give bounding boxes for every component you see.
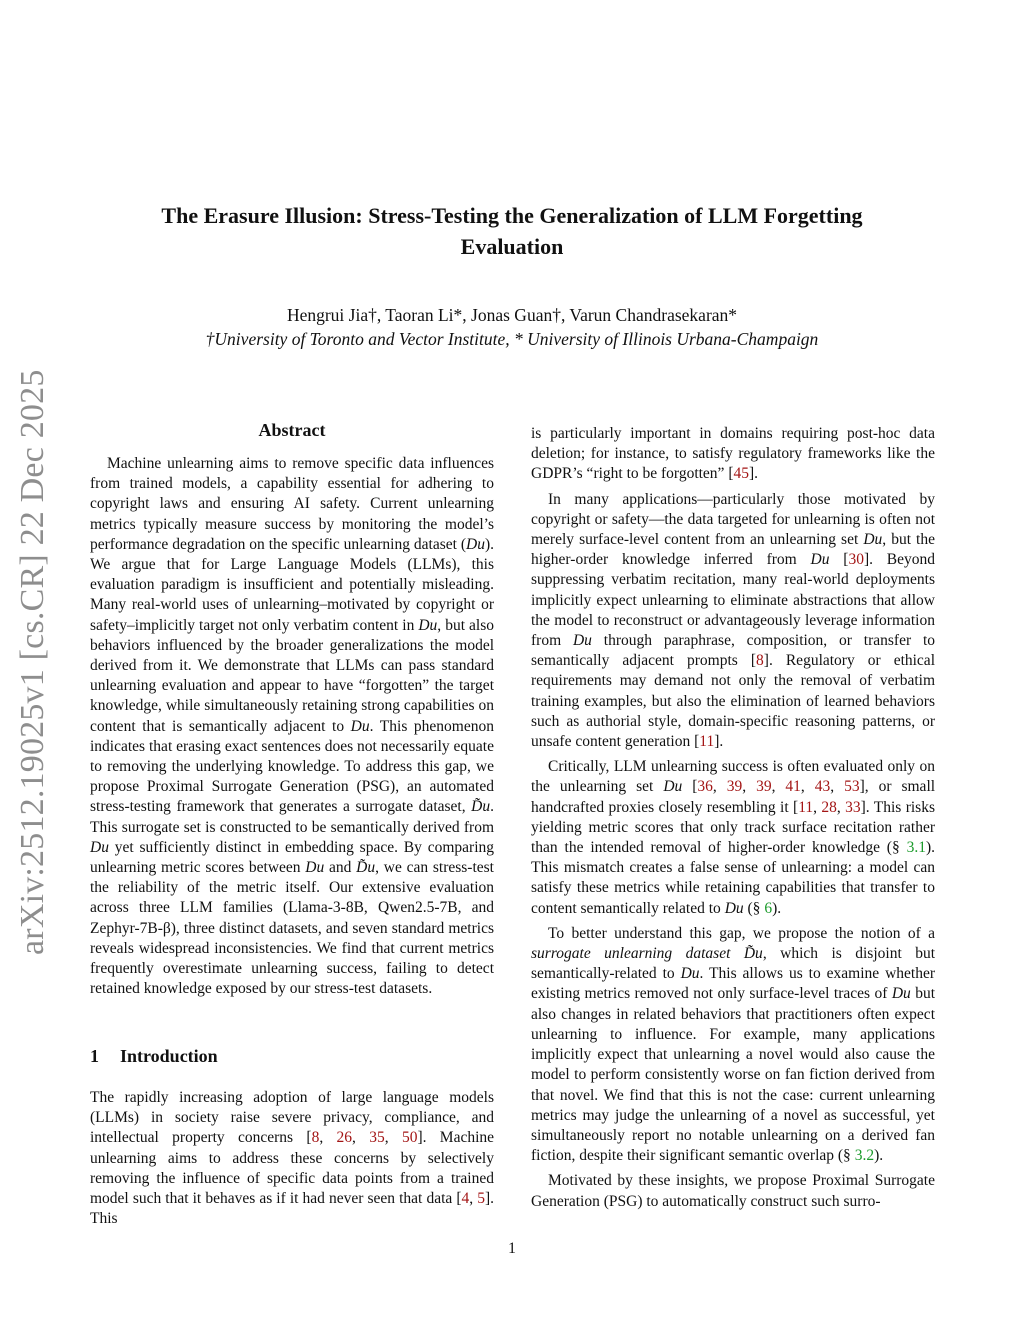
- intro-paragraph: The rapidly increasing adoption of large language models (LLMs) in society raise severe privacy, compliance, and intellectual property concerns [8, 26, 35, 50]. Machine unlearning aims to address these concerns by selectively removing the influence of specific data points from a trained model such that it behaves as if it had never seen that data [4, 5]. This: [90, 1089, 495, 1228]
- citation-link[interactable]: 30: [848, 551, 864, 569]
- math-du: Du: [350, 717, 370, 735]
- math-du: Du: [724, 899, 744, 917]
- citation-link[interactable]: 8: [311, 1129, 320, 1147]
- citation-link[interactable]: 11: [699, 733, 715, 751]
- citation-link[interactable]: 4: [461, 1190, 470, 1208]
- emphasis-term: surrogate unlearning dataset: [531, 945, 731, 963]
- intro-body: [90, 1088, 494, 1234]
- math-du: Du: [810, 551, 830, 569]
- paragraph: is particularly important in domains requiring post-hoc data deletion; for instance, to satisfy regulatory frameworks like the GDPR’s “right to be forgotten” [45].: [531, 425, 935, 483]
- abstract-heading: Abstract: [258, 420, 326, 440]
- math-du: Du: [305, 859, 325, 877]
- math-du: Du: [466, 535, 485, 553]
- citation-link[interactable]: 36: [697, 778, 713, 796]
- author-list: Hengrui Jia†, Taoran Li*, Jonas Guan†, Varun Chandrasekaran*: [286, 305, 738, 325]
- citation-link[interactable]: 8: [756, 652, 764, 670]
- citation-link[interactable]: 53: [844, 778, 860, 796]
- paper-title: The Erasure Illusion: Stress-Testing the Generalization of LLM Forgetting Evaluation: [161, 203, 863, 259]
- abstract-paragraph: Machine unlearning aims to remove specific data influences from trained models, a capability essential for adhering to copyright laws and ensuring AI safety. Current unlearning metrics typically measure success by monitoring the model’s performance degradation on the specific unlearning dataset (Du). We argue that for Large Language Models (LLMs), this evaluation paradigm is insufficient and potentially misleading. Many real-world uses of unlearning–motivated by copyright or safety–implicitly target not only verbatim content in Du, but also behaviors influenced by the broader generalizations the model derived from it. We demonstrate that LLMs can pass standard unlearning evaluation and appear to have “forgotten” the target knowledge, while simultaneously retaining strong capabilities on content that is semantically adjacent to Du. This phenomenon indicates that erasing exact sentences does not necessarily equate to removing the underlying knowledge. To address this gap, we propose Proximal Surrogate Generation (PSG), an automated stress-testing framework that generates a surrogate dataset, D̃u. This surrogate set is constructed to be semantically derived from Du yet sufficiently distinct in embedding space. By comparing unlearning metric scores between Du and D̃u, we can stress-test the reliability of the metric itself. Our extensive evaluation across three LLM families (Llama-3-8B, Qwen2.5-7B, and Zephyr-7B-β), three distinct datasets, and seven standard metrics reveals widespread inconsistencies. We find that current metrics frequently overestimate unlearning success, failing to detect retained knowledge exposed by our stress-test datasets.: [90, 455, 494, 998]
- section-heading-introduction: 1 Introduction: [90, 1046, 218, 1066]
- citation-link[interactable]: 50: [401, 1129, 418, 1147]
- math-du: Du: [418, 616, 438, 634]
- math-du: Du: [663, 778, 683, 796]
- paragraph: Critically, LLM unlearning success is often evaluated only on the unlearning set Du [36, 39, 39, 41, 43, 53], or small handcrafted proxies closely resembling it [11, 28, 33]. This risks yielding metric scores that only track surface recitation rather than the intended removal of higher-order knowledge (§ 3.1). This mismatch creates a false sense of unlearning: a model can satisfy these metrics while retaining capabilities that transfer to content semantically related to Du (§ 6).: [531, 758, 936, 917]
- citation-link[interactable]: 11: [798, 798, 814, 816]
- math-du: Du: [572, 632, 592, 650]
- math-du: Du: [891, 985, 911, 1003]
- math-du: Du: [863, 531, 883, 549]
- math-dtilde: D̃u: [356, 859, 376, 877]
- math-dtilde: D̃u: [471, 798, 491, 816]
- math-du: Du: [90, 838, 109, 856]
- math-dtilde: D̃u: [743, 945, 763, 963]
- citation-link[interactable]: 43: [814, 778, 831, 796]
- citation-link[interactable]: 45: [733, 465, 749, 483]
- section-link[interactable]: 6: [764, 899, 773, 917]
- abstract-body: [90, 454, 494, 1004]
- citation-link[interactable]: 33: [845, 798, 861, 816]
- arxiv-identifier: arXiv:2512.19025v1 [cs.CR] 22 Dec 2025: [14, 369, 51, 955]
- page-number: 1: [508, 1240, 516, 1257]
- paragraph: Motivated by these insights, we propose Proximal Surrogate Generation (PSG) to automatically construct such surro-: [531, 1172, 935, 1210]
- citation-link[interactable]: 41: [785, 778, 801, 796]
- section-link[interactable]: 3.2: [854, 1147, 875, 1165]
- affiliations: †University of Toronto and Vector Institute, * University of Illinois Urbana-Champaign: [205, 329, 819, 349]
- citation-link[interactable]: 28: [821, 798, 837, 816]
- paragraph: In many applications—particularly those motivated by copyright or safety—the data targeted for unlearning is often not merely surface-level content from an unlearning set Du, but the higher-order knowledge inferred from Du [30]. Beyond suppressing verbatim recitation, many real-world deployments implicitly expect unlearning to eliminate abstractions that allow the model to reconstruct or advantageously leverage information from Du through paraphrase, composition, or transfer to semantically adjacent prompts [8]. Regulatory or ethical requirements may demand not only the removal of verbatim training examples, but also the elimination of learned behaviors such as authorial style, domain-specific reasoning patterns, or unsafe content generation [11].: [531, 490, 936, 751]
- right-column-body: [531, 424, 935, 1217]
- citation-link[interactable]: 35: [369, 1129, 385, 1147]
- math-du: Du: [680, 965, 700, 983]
- citation-link[interactable]: 26: [336, 1129, 353, 1147]
- citation-link[interactable]: 5: [477, 1190, 485, 1208]
- citation-link[interactable]: 39: [726, 778, 743, 796]
- paragraph: To better understand this gap, we propose the notion of a surrogate unlearning dataset D̃u, which is disjoint but semantically-related to Du. This allows us to examine whether existing metrics removed not only surface-level traces of Du but also changes in related behaviors that practitioners often expect unlearning to influence. For example, many applications implicitly expect that unlearning a novel would also cause the model to perform consistently worse on fan fiction derived from that novel. We find that this is not the case: current unlearning metrics may judge the unlearning of a novel as successful, yet simultaneously report no notable unlearning on a derived fan fiction, despite their significant semantic overlap (§ 3.2).: [531, 924, 936, 1165]
- section-link[interactable]: 3.1: [906, 839, 926, 857]
- citation-link[interactable]: 39: [756, 778, 772, 796]
